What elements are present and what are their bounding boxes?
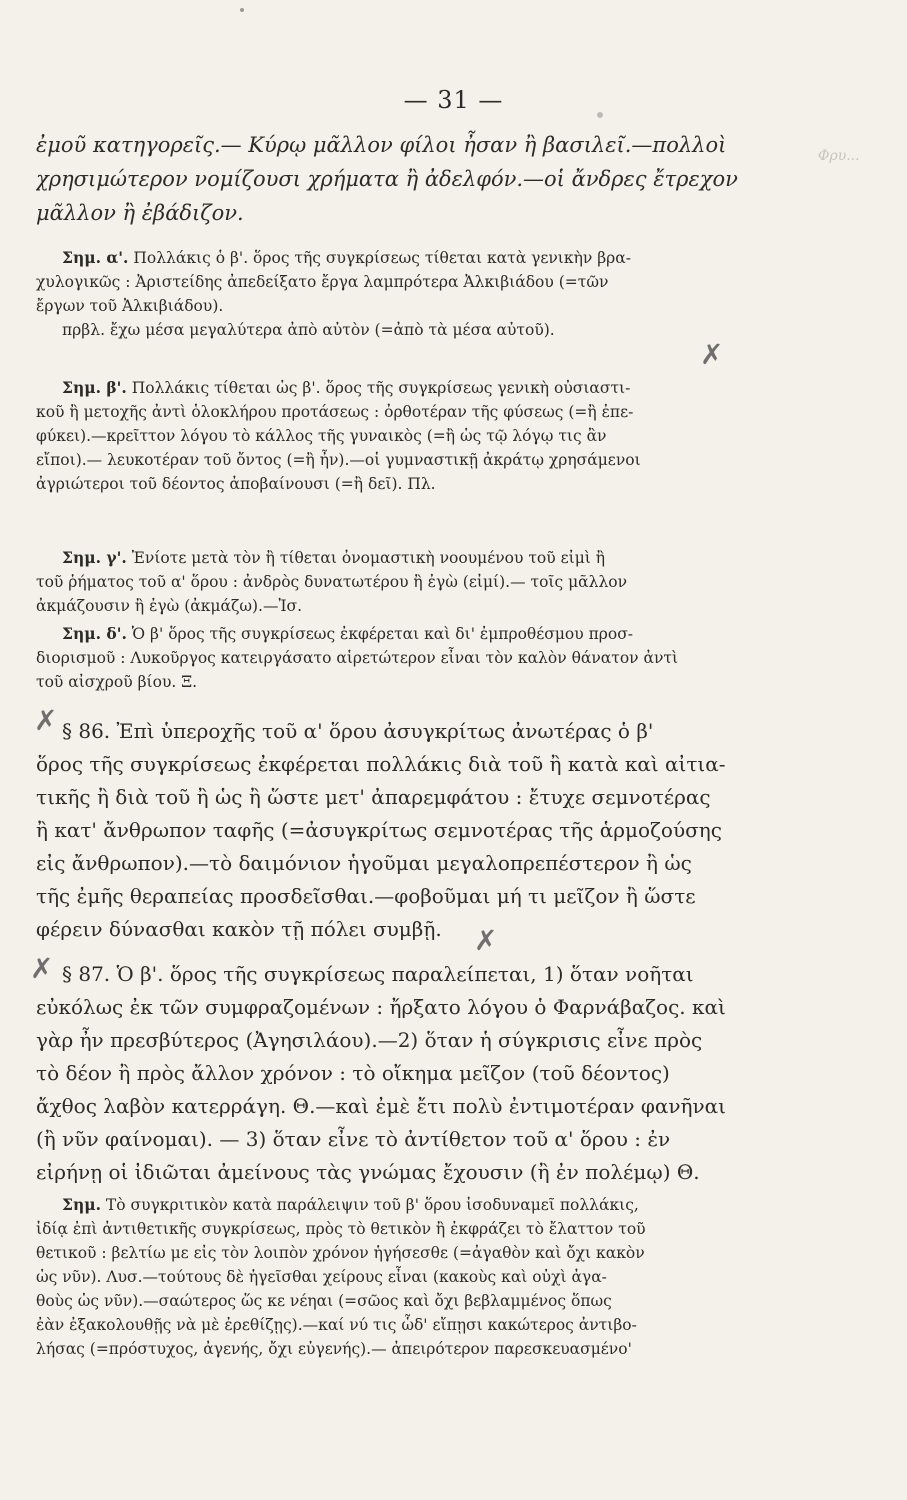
text-line: (ἢ νῦν φαίνομαι). — 3) ὅταν εἶνε τὸ ἀντίθετον τοῦ α' ὅρου : ἐν (36, 1127, 671, 1151)
text-line: Τὸ συγκριτικὸν κατὰ παράλειψιν τοῦ β' ὅρου ἰσοδυναμεῖ πολλάκις, (105, 1196, 639, 1214)
text-line: λήσας (=πρόστυχος, ἀγενής, ὄχι εὐγενής).— ἀπειρότερον παρεσκευασμένο' (36, 1340, 632, 1358)
text-line: θοὺς ὡς νῦν).—σαώτερος ὥς κε νέηαι (=σῶος καὶ ὄχι βεβλαμμένος ὅπως (36, 1292, 612, 1310)
text-line: ἐὰν ἐξακολουθῇς νὰ μὲ ἐρεθίζῃς).—καί νύ τις ὧδ' εἴπῃσι κακώτερος ἀντιβο- (36, 1316, 637, 1334)
text-line: χρησιμώτερον νομίζουσι χρήματα ἢ ἀδελφόν.—οἱ ἄνδρες ἔτρεχον (36, 167, 738, 191)
pencil-cross-mark-icon: ✗ (30, 952, 54, 985)
text-line: Ἐνίοτε μετὰ τὸν ἢ τίθεται ὀνομαστικὴ νοουμένου τοῦ εἰμὶ ἢ (131, 549, 606, 567)
note-label: Σημ. β'. (62, 378, 127, 397)
note-final (36, 1193, 896, 1361)
text-line: ἀγριώτεροι τοῦ δέοντος ἀποβαίνουσι (=ἢ δεῖ). Πλ. (36, 475, 436, 493)
text-line: Ἐπὶ ὑπεροχῆς τοῦ α' ὅρου ἀσυγκρίτως ἀνωτέρας ὁ β' (116, 719, 654, 743)
section-87 (36, 958, 896, 1189)
text-line: τὸ δέον ἢ πρὸς ἄλλον χρόνον : τὸ οἴκημα μεῖζον (τοῦ δέοντος) (36, 1061, 670, 1085)
text-line: εἰρήνῃ οἱ ἰδιῶται ἀμείνους τὰς γνώμας ἔχουσιν (ἢ ἐν πολέμῳ) Θ. (36, 1160, 700, 1184)
note-delta (36, 622, 896, 694)
text-line: τοῦ αἰσχροῦ βίου. Ξ. (36, 673, 198, 691)
note-label: Σημ. α'. (62, 248, 129, 267)
text-line: ἢ κατ' ἄνθρωπον ταφῆς (=ἀσυγκρίτως σεμνοτέρας τῆς ἁρμοζούσης (36, 818, 722, 842)
text-line: τῆς ἐμῆς θεραπείας προσδεῖσθαι.—φοβοῦμαι μή τι μεῖζον ἢ ὥστε (36, 884, 696, 908)
text-line: εἴποι).— λευκοτέραν τοῦ ὄντος (=ἢ ἦν).—οἱ γυμναστικῇ ἀκράτῳ χρησάμενοι (36, 451, 641, 469)
note-gamma (36, 546, 896, 618)
pencil-cross-mark-icon: ✗ (34, 704, 58, 737)
text-line: ὅρος τῆς συγκρίσεως ἐκφέρεται πολλάκις διὰ τοῦ ἢ κατὰ καὶ αἰτια- (36, 752, 726, 776)
text-line: φέρειν δύνασθαι κακὸν τῇ πόλει συμβῇ. (36, 917, 442, 941)
text-line: Πολλάκις τίθεται ὡς β'. ὅρος τῆς συγκρίσεως γενικὴ οὐσιαστι- (131, 379, 631, 397)
example-sentences (36, 128, 896, 230)
text-line: ἰδίᾳ ἐπὶ ἀντιθετικῆς συγκρίσεως, πρὸς τὸ θετικὸν ἢ ἐκφράζει τὸ ἔλαττον τοῦ (36, 1220, 646, 1238)
note-label: Σημ. (62, 1195, 101, 1214)
text-line: ἀκμάζουσιν ἢ ἐγὼ (ἀκμάζω).—Ἰσ. (36, 597, 303, 615)
text-line: τικῆς ἢ διὰ τοῦ ἢ ὡς ἢ ὥστε μετ' ἀπαρεμφάτου : ἔτυχε σεμνοτέρας (36, 785, 711, 809)
text-line: κοῦ ἢ μετοχῆς ἀντὶ ὁλοκλήρου προτάσεως : ὀρθοτέραν τῆς φύσεως (=ἢ ἐπε- (36, 403, 634, 421)
text-line: ἔργων τοῦ Ἀλκιβιάδου). (36, 297, 224, 315)
note-beta (36, 376, 896, 496)
text-line: διορισμοῦ : Λυκοῦργος κατειργάσατο αἱρετώτερον εἶναι τὸν καλὸν θάνατον ἀντὶ (36, 649, 679, 667)
text-line: ἄχθος λαβὸν κατερράγη. Θ.—καὶ ἐμὲ ἔτι πολὺ ἐντιμοτέραν φανῆναι (36, 1094, 727, 1118)
text-line: μᾶλλον ἢ ἐβάδιζον. (36, 201, 244, 225)
section-label: § 86. (62, 719, 111, 743)
text-line: εἰς ἄνθρωπον).—τὸ δαιμόνιον ἡγοῦμαι μεγαλοπρεπέστερον ἢ ὡς (36, 851, 692, 875)
text-line: Πολλάκις ὁ β'. ὅρος τῆς συγκρίσεως τίθεται κατὰ γενικὴν βρα- (133, 249, 631, 267)
pencil-cross-mark-icon: ✗ (700, 338, 724, 371)
text-line: Ὁ β' ὅρος τῆς συγκρίσεως ἐκφέρεται καὶ δι' ἐμπροθέσμου προσ- (131, 625, 634, 643)
text-line: γὰρ ἦν πρεσβύτερος (Ἀγησιλάου).—2) ὅταν ἡ σύγκρισις εἶνε πρὸς (36, 1028, 703, 1052)
ink-speck (240, 8, 244, 12)
section-label: § 87. (62, 962, 111, 986)
text-line: φύκει).—κρεῖττον λόγου τὸ κάλλος τῆς γυναικὸς (=ἢ ὡς τῷ λόγῳ τις ἂν (36, 427, 607, 445)
text-line: χυλογικῶς : Ἀριστείδης ἀπεδείξατο ἔργα λαμπρότερα Ἀλκιβιάδου (=τῶν (36, 273, 609, 291)
text-line: Ὁ β'. ὅρος τῆς συγκρίσεως παραλείπεται, 1) ὅταν νοῆται (116, 962, 694, 986)
text-line: θετικοῦ : βελτίω με εἰς τὸν λοιπὸν χρόνον ἡγήσεσθε (=ἀγαθὸν καὶ ὄχι κακὸν (36, 1244, 645, 1262)
note-alpha (36, 246, 896, 342)
section-86 (36, 715, 896, 946)
text-line: ὡς νῦν). Λυσ.—τούτους δὲ ἡγεῖσθαι χείρους εἶναι (κακοὺς καὶ οὐχὶ ἀγα- (36, 1268, 607, 1286)
note-label: Σημ. δ'. (62, 624, 127, 643)
text-line: τοῦ ῥήματος τοῦ α' ὅρου : ἀνδρὸς δυνατωτέρου ἢ ἐγὼ (εἰμί).— τοῖς μᾶλλον (36, 573, 628, 591)
text-line: πρβλ. ἔχω μέσα μεγαλύτερα ἀπὸ αὐτὸν (=ἀπὸ τὰ μέσα αὐτοῦ). (62, 321, 555, 339)
note-label: Σημ. γ'. (62, 548, 127, 567)
pencil-cross-mark-icon: ✗ (474, 924, 498, 957)
text-line: εὐκόλως ἐκ τῶν συμφραζομένων : ἤρξατο λόγου ὁ Φαρνάβαζος. καὶ (36, 995, 726, 1019)
text-line: ἐμοῦ κατηγορεῖς.— Κύρῳ μᾶλλον φίλοι ἦσαν ἢ βασιλεῖ.—πολλοὶ (36, 133, 727, 157)
bleed-through-text: Φρυ... (818, 148, 860, 164)
page-number: — 31 — (403, 86, 504, 114)
